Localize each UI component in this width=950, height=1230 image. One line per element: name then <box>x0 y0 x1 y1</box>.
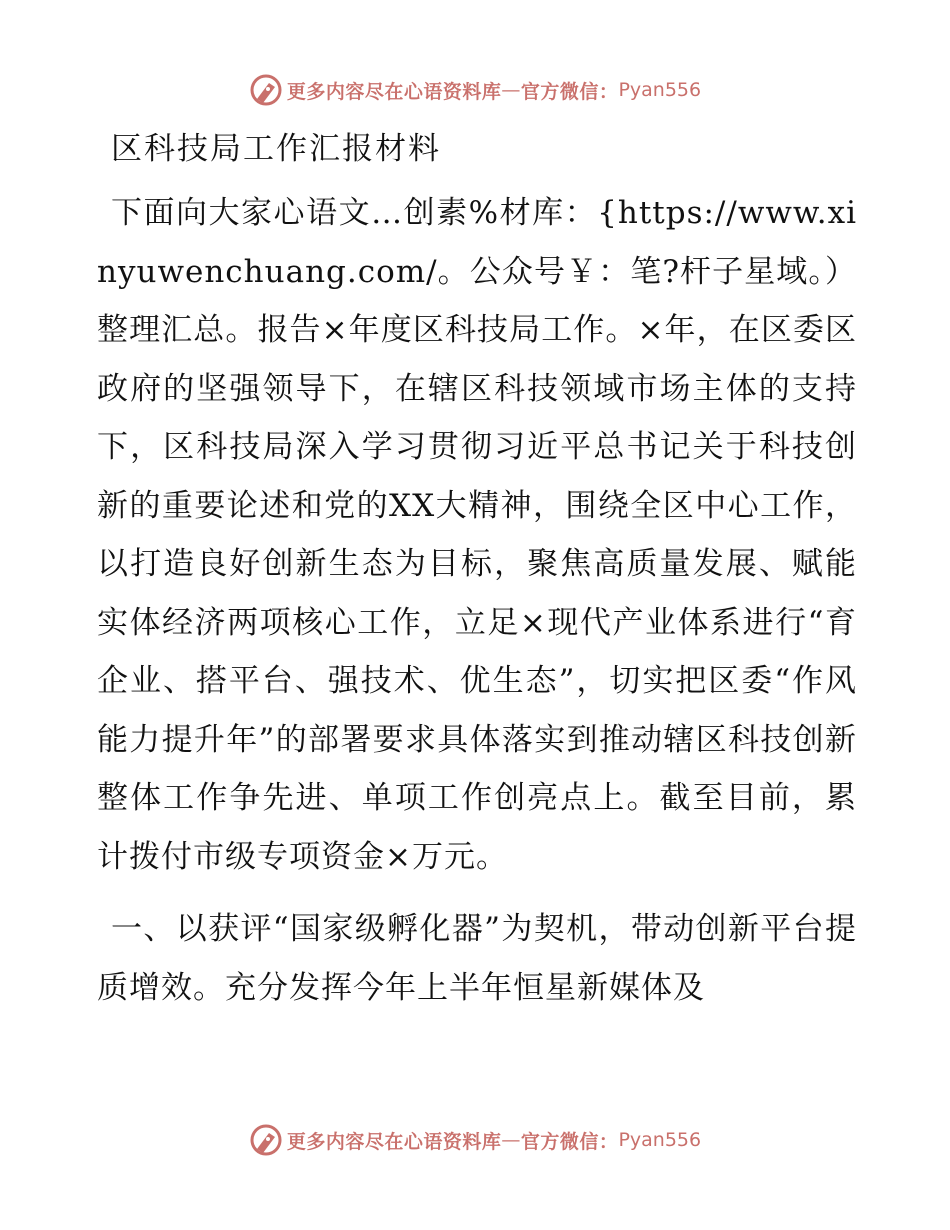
footer-watermark <box>0 1120 950 1160</box>
pen-nib-circle-icon <box>249 1123 283 1157</box>
header-watermark <box>0 70 950 110</box>
watermark-id: Pyan556 <box>618 79 702 101</box>
watermark-suffix: 官方微信： <box>520 1130 619 1153</box>
paragraph-1: 下面向大家心语文…创素%材库：{https://www.xinyuwenchuang.com/。公众号￥：笔?杆子星域。）整理汇总。报告×年度区科技局工作。×年，在区委区政府的坚强领导下，在辖区科技领域市场主体的支持下，区科技局深入学习贯彻习近平总书记关于科技创新的重要论述和党的XX大精神，围绕全区中心工作，以打造良好创新生态为目标，聚焦高质量发展、赋能实体经济两项核心工作，立足×现代产业体系进行“育企业、搭平台、强技术、优生态”，切实把区委“作风能力提升年”的部署要求具体落实到推动辖区科技创新整体工作争先进、单项工作创亮点上。截至目前，累计拨付市级专项资金×万元。 <box>97 195 857 875</box>
paragraph-2: 一、以获评“国家级孵化器”为契机，带动创新平台提质增效。充分发挥今年上半年恒星新媒体及 <box>97 911 857 1006</box>
watermark-text: 更多内容尽在心语资料库 <box>286 1130 502 1153</box>
document-body <box>97 124 857 1017</box>
watermark-suffix: 官方微信： <box>520 80 619 103</box>
watermark-separator: — <box>501 1129 521 1151</box>
watermark-id: Pyan556 <box>618 1129 702 1151</box>
document-title: 区科技局工作汇报材料 <box>111 131 441 167</box>
pen-nib-circle-icon <box>249 73 283 107</box>
watermark-text: 更多内容尽在心语资料库 <box>286 80 502 103</box>
watermark-separator: — <box>501 79 521 101</box>
